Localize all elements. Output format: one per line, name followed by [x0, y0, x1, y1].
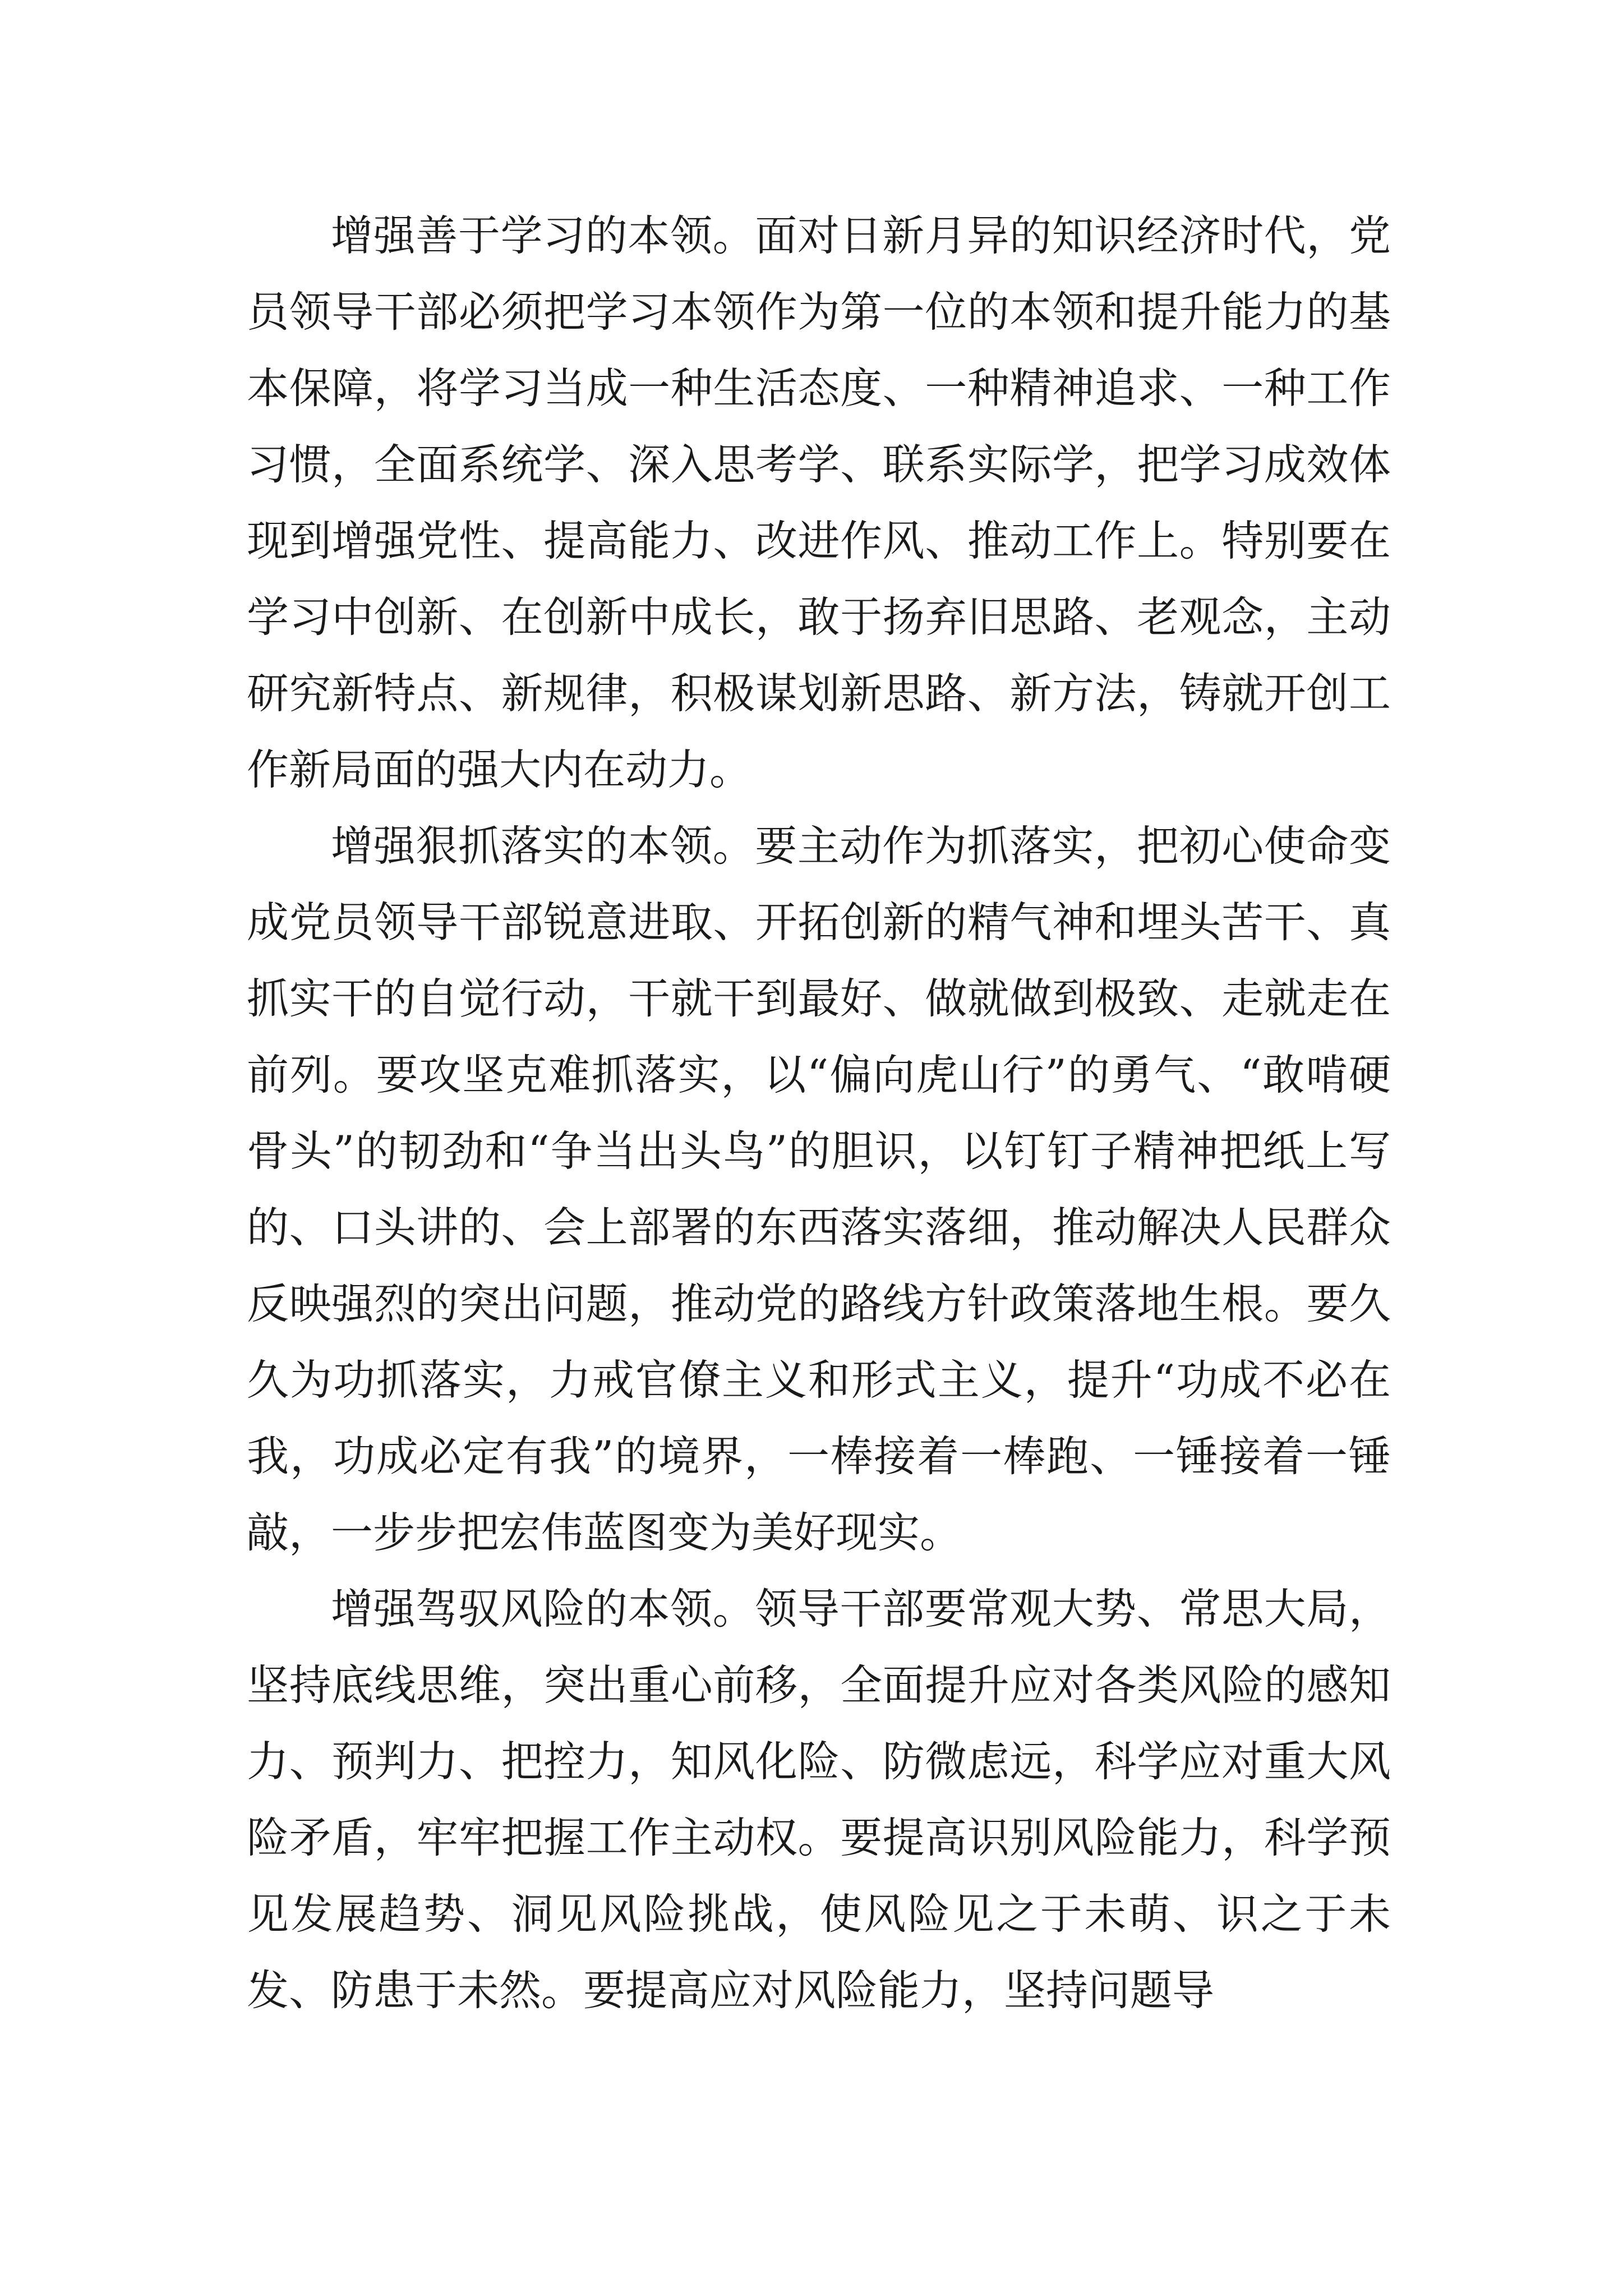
paragraph-risk-control-ability: 增强驾驭风险的本领。领导干部要常观大势、常思大局，坚持底线思维，突出重心前移，全面提升应对各类风险的感知力、预判力、把控力，知风化险、防微虑远，科学应对重大风险矛盾，牢牢把握工作主动权。要提高识别风险能力，科学预见发展趋势、洞见风险挑战，使风险见之于未萌、识之于未发、防患于未然。要提高应对风险能力，坚持问题导: [247, 1584, 1391, 2015]
paragraph-implementation-ability: 增强狠抓落实的本领。要主动作为抓落实，把初心使命变成党员领导干部锐意进取、开拓创新的精气神和埋头苦干、真抓实干的自觉行动，干就干到最好、做就做到极致、走就走在前列。要攻坚克难抓落实，以“偏向虎山行”的勇气、“敢啃硬骨头”的韧劲和“争当出头鸟”的胆识，以钉钉子精神把纸上写的、口头讲的、会上部署的东西落实落细，推动解决人民群众反映强烈的突出问题，推动党的路线方针政策落地生根。要久久为功抓落实，力戒官僚主义和形式主义，提升“功成不必在我，功成必定有我”的境界，一棒接着一棒跑、一锤接着一锤敲，一步步把宏伟蓝图变为美好现实。: [247, 821, 1391, 1557]
body-text: [247, 197, 1391, 2028]
paragraph-learning-ability: 增强善于学习的本领。面对日新月异的知识经济时代，党员领导干部必须把学习本领作为第一位的本领和提升能力的基本保障，将学习当成一种生活态度、一种精神追求、一种工作习惯，全面系统学、深入思考学、联系实际学，把学习成效体现到增强党性、提高能力、改进作风、推动工作上。特别要在学习中创新、在创新中成长，敢于扬弃旧思路、老观念，主动研究新特点、新规律，积极谋划新思路、新方法，铸就开创工作新局面的强大内在动力。: [247, 211, 1391, 794]
